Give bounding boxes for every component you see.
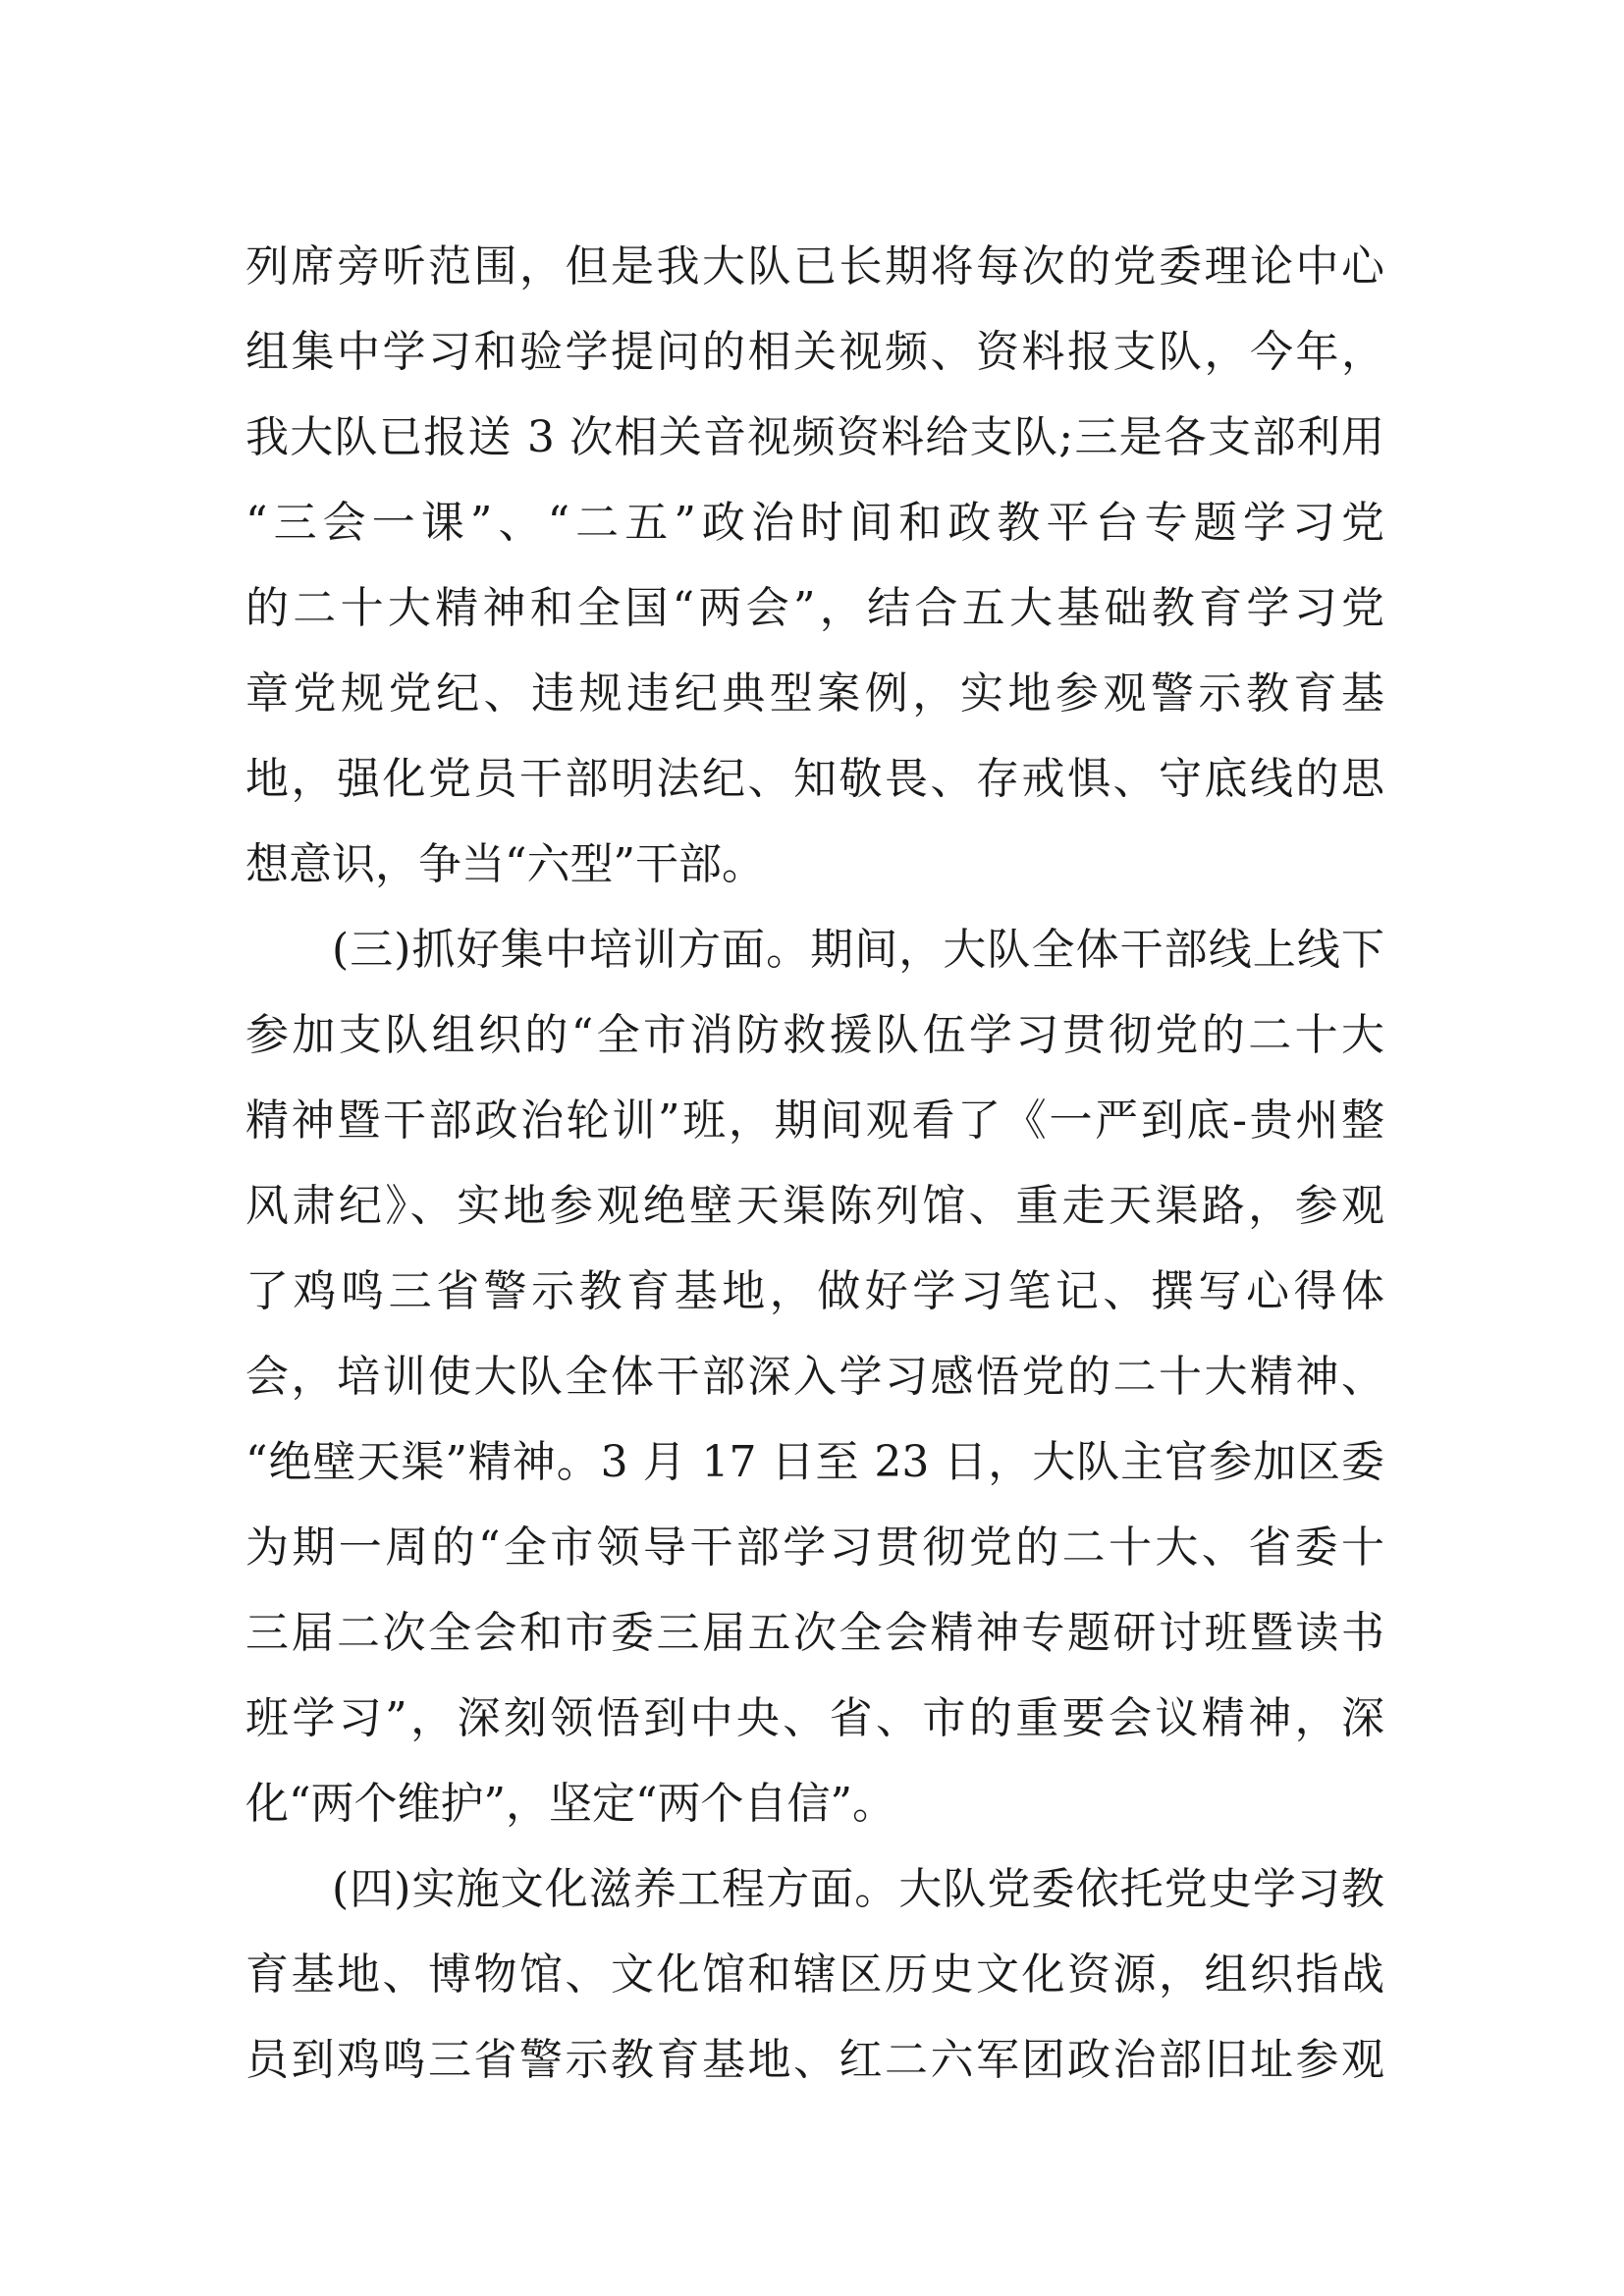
text-line: 风肃纪》、实地参观绝壁天渠陈列馆、重走天渠路，参观 xyxy=(245,1181,1384,1231)
text-line: 三届二次全会和市委三届五次全会精神专题研讨班暨读书 xyxy=(245,1608,1384,1658)
text-line: 章党规党纪、违规违纪典型案例，实地参观警示教育基 xyxy=(245,668,1384,719)
text-line: 列席旁听范围，但是我大队已长期将每次的党委理论中心 xyxy=(245,241,1384,292)
text-line: 为期一周的“全市领导干部学习贯彻党的二十大、省委十 xyxy=(245,1522,1384,1573)
text-line: 精神暨干部政治轮训”班，期间观看了《一严到底-贵州整 xyxy=(245,1095,1384,1146)
text-line: 会，培训使大队全体干部深入学习感悟党的二十大精神、 xyxy=(245,1352,1384,1402)
text-line: 员到鸡鸣三省警示教育基地、红二六军团政治部旧址参观 xyxy=(245,2035,1384,2085)
text-line: 化“两个维护”，坚定“两个自信”。 xyxy=(245,1779,895,1829)
text-line: “绝壁天渠”精神。3 月 17 日至 23 日，大队主官参加区委 xyxy=(245,1437,1384,1487)
text-line: 想意识，争当“六型”干部。 xyxy=(245,839,765,889)
paragraph-start-line: (四)实施文化滋养工程方面。大队党委依托党史学习教 xyxy=(332,1864,1384,1914)
text-line: 了鸡鸣三省警示教育基地，做好学习笔记、撰写心得体 xyxy=(245,1266,1384,1316)
text-line: 组集中学习和验学提问的相关视频、资料报支队，今年， xyxy=(245,327,1384,377)
text-line: 班学习”，深刻领悟到中央、省、市的重要会议精神，深 xyxy=(245,1693,1384,1743)
text-line: 参加支队组织的“全市消防救援队伍学习贯彻党的二十大 xyxy=(245,1010,1384,1060)
paragraph-start-line: (三)抓好集中培训方面。期间，大队全体干部线上线下 xyxy=(332,925,1384,975)
text-line: 育基地、博物馆、文化馆和辖区历史文化资源，组织指战 xyxy=(245,1949,1384,2000)
text-line: 地，强化党员干部明法纪、知敬畏、存戒惧、守底线的思 xyxy=(245,754,1384,804)
text-line: 我大队已报送 3 次相关音视频资料给支队;三是各支部利用 xyxy=(245,412,1384,462)
text-line: “三会一课”、“二五”政治时间和政教平台专题学习党 xyxy=(245,498,1384,548)
text-line: 的二十大精神和全国“两会”，结合五大基础教育学习党 xyxy=(245,583,1384,633)
document-body xyxy=(245,224,1384,2103)
